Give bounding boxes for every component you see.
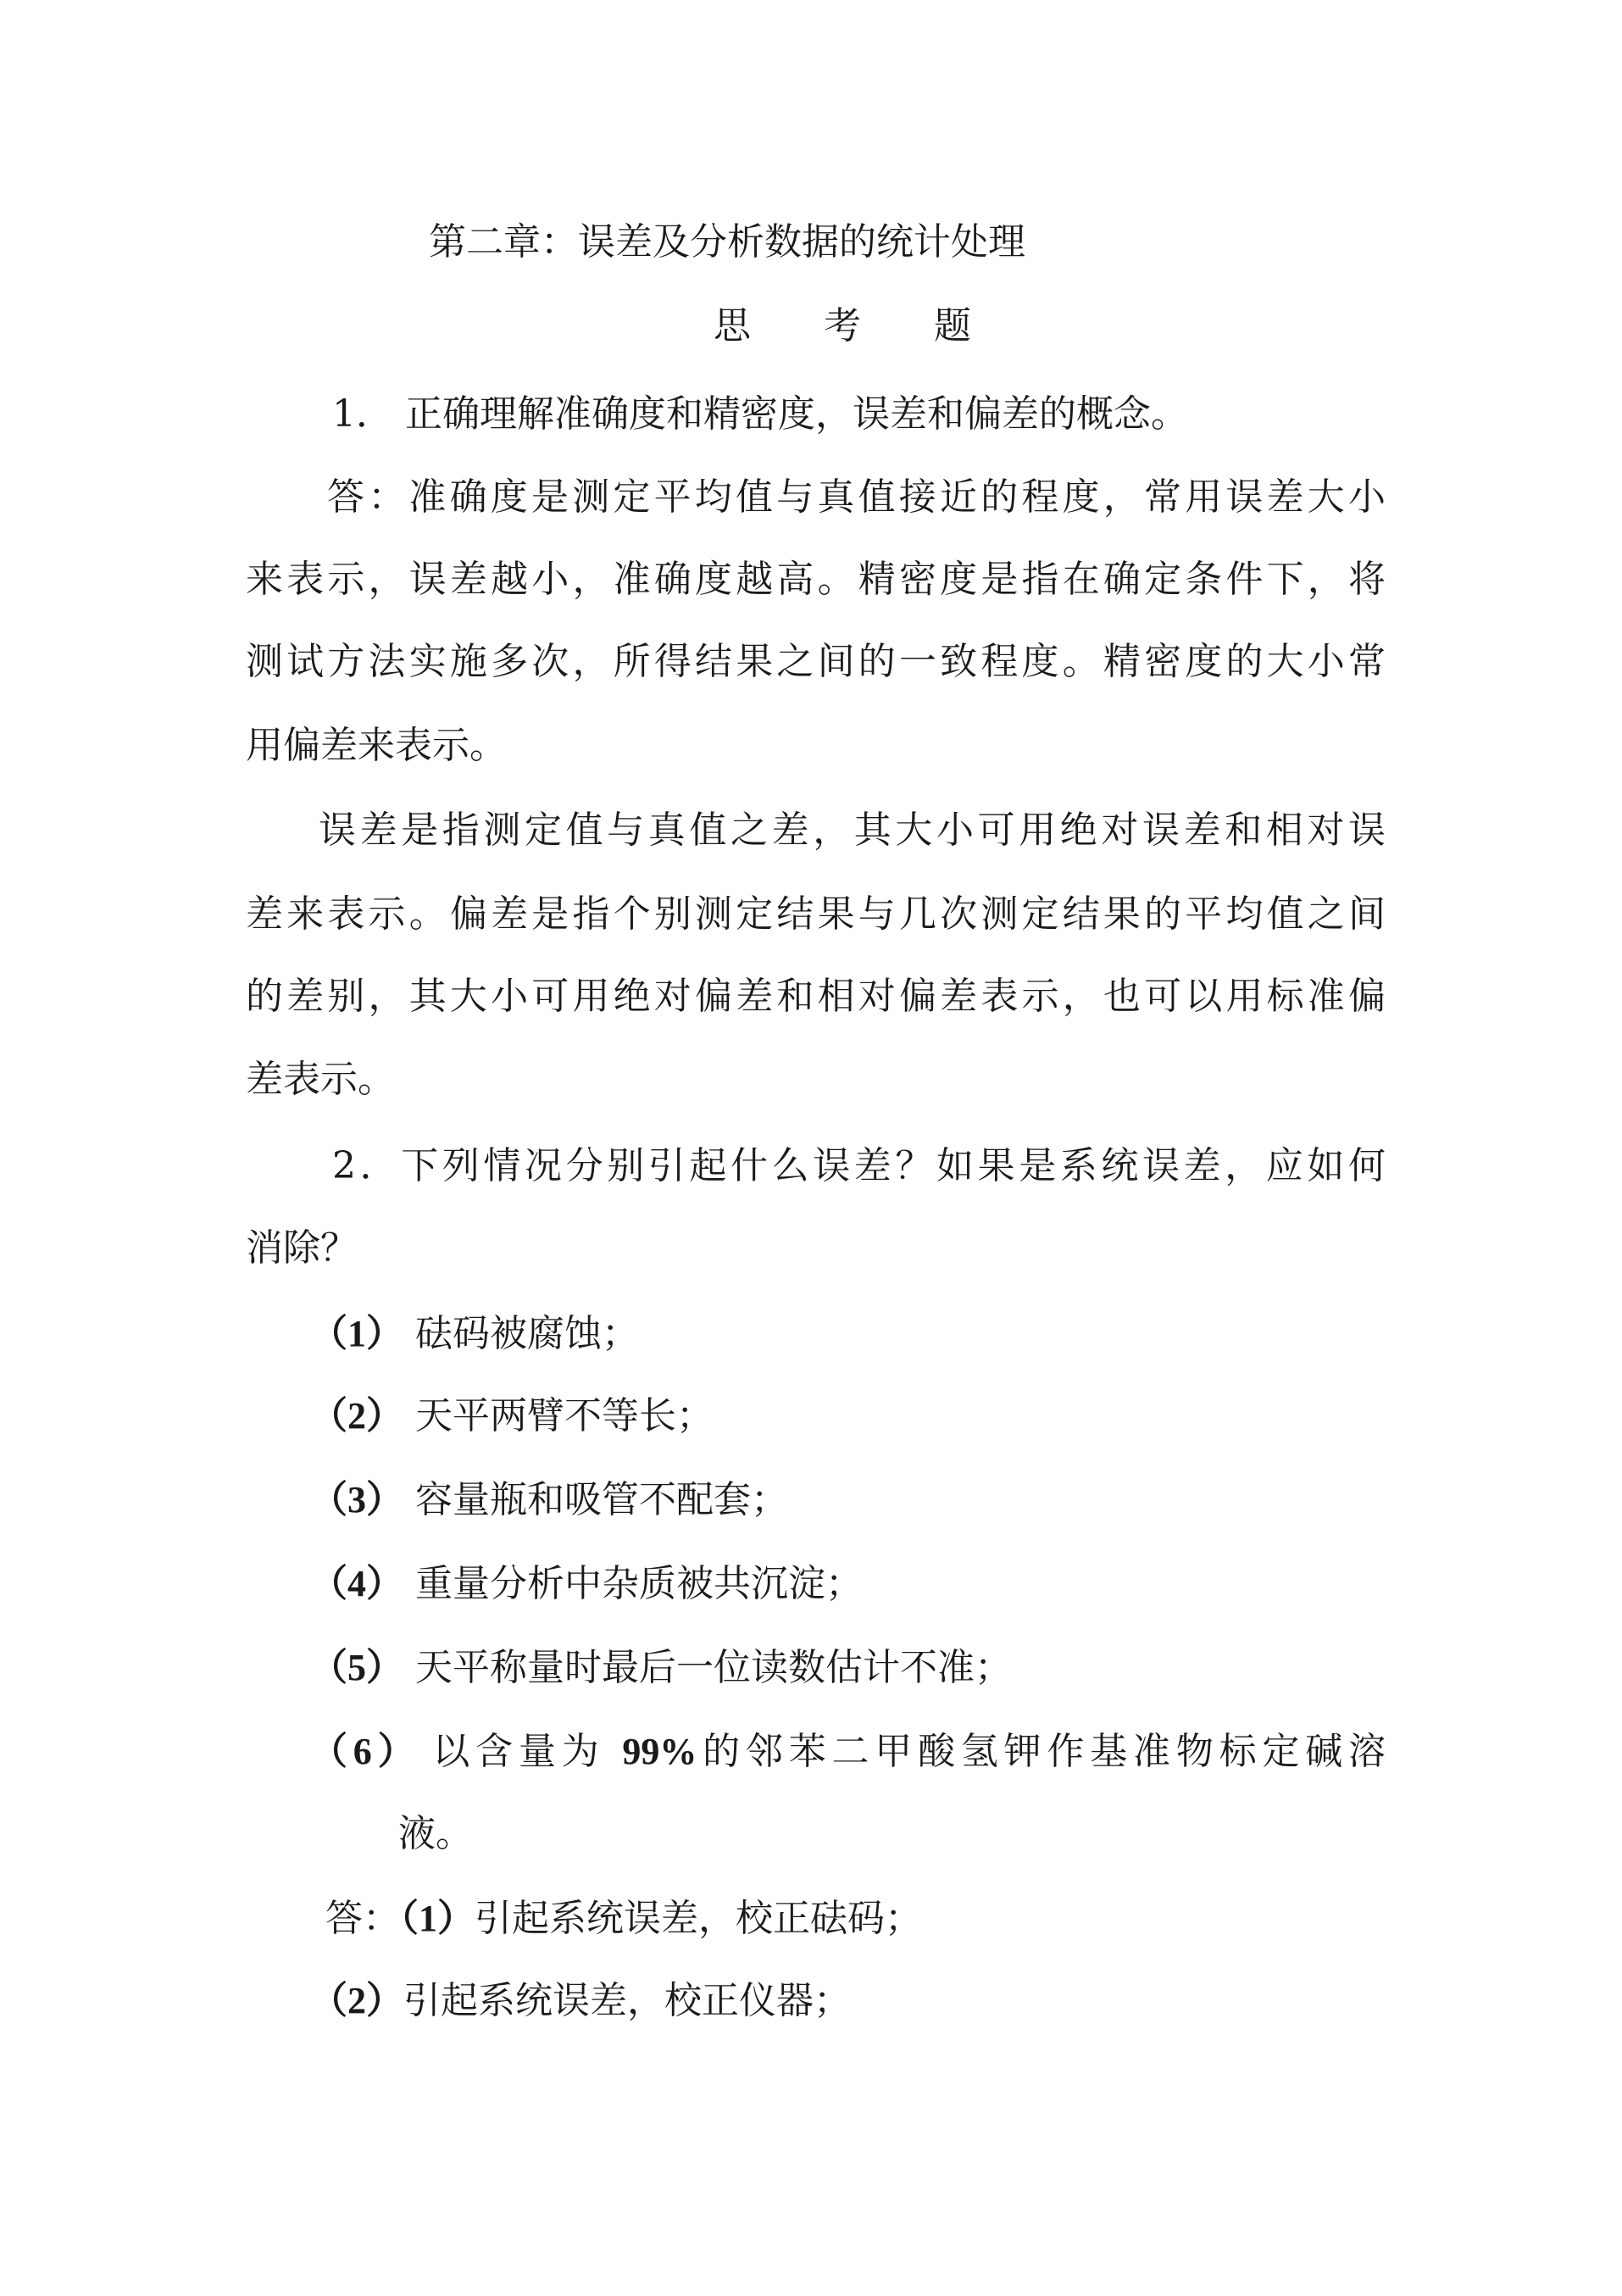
item-number: （5） bbox=[310, 1647, 403, 1688]
item-text: 容量瓶和吸管不配套； bbox=[415, 1478, 788, 1521]
q2-item-4 bbox=[310, 1564, 863, 1604]
item-number: （3） bbox=[310, 1479, 403, 1520]
q2-item-2 bbox=[310, 1396, 714, 1437]
q2-item-6 bbox=[310, 1732, 1386, 1772]
q2-answer-line-1 bbox=[325, 1899, 922, 1939]
answer-prefix: 答： bbox=[325, 1897, 400, 1940]
q2-answer-line-2 bbox=[310, 1981, 851, 2021]
q1-answer-line-1: 答：准确度是测定平均值与真值接近的程度，常用误差大小 bbox=[327, 475, 1386, 519]
question-2-line-2: 消除？ bbox=[246, 1226, 358, 1270]
answer-number: （1） bbox=[400, 1898, 475, 1939]
q1-answer2-line-2: 差来表示。偏差是指个别测定结果与几次测定结果的平均值之间 bbox=[246, 892, 1386, 936]
item-text: 天平称量时最后一位读数估计不准； bbox=[415, 1646, 1012, 1689]
chapter-title: 第二章：误差及分析数据的统计处理 bbox=[429, 220, 1025, 264]
item-text: 重量分析中杂质被共沉淀； bbox=[415, 1562, 863, 1605]
q2-item-6-continuation: 液。 bbox=[398, 1812, 473, 1855]
q2-item-1 bbox=[310, 1314, 639, 1354]
q1-answer2-line-1: 误差是指测定值与真值之差，其大小可用绝对误差和相对误 bbox=[319, 809, 1386, 852]
section-subtitle: 思 考 题 bbox=[714, 304, 1002, 347]
item-number: （2） bbox=[310, 1395, 403, 1437]
q1-answer-line-3: 测试方法实施多次，所得结果之间的一致程度。精密度的大小常 bbox=[246, 640, 1386, 683]
item-text: 砝码被腐蚀； bbox=[415, 1312, 639, 1355]
item-number: （1） bbox=[310, 1313, 403, 1354]
q1-answer2-line-3: 的差别，其大小可用绝对偏差和相对偏差表示，也可以用标准偏 bbox=[246, 975, 1386, 1018]
item-text-pre: 以含量为 bbox=[432, 1730, 623, 1773]
q1-answer2-line-4: 差表示。 bbox=[246, 1058, 395, 1101]
answer-text: 引起系统误差，校正砝码； bbox=[475, 1897, 922, 1940]
q2-item-3 bbox=[310, 1480, 788, 1520]
question-2-line-1: 2．下列情况分别引起什么误差？如果是系统误差，应如何 bbox=[332, 1144, 1386, 1187]
item-text: 天平两臂不等长； bbox=[415, 1394, 714, 1437]
q2-item-5 bbox=[310, 1648, 1012, 1688]
item-text-post: 的邻苯二甲酸氢钾作基准物标定碱溶 bbox=[697, 1730, 1386, 1773]
question-1: 1． 正确理解准确度和精密度，误差和偏差的概念。 bbox=[332, 392, 1188, 436]
q1-answer-line-4: 用偏差来表示。 bbox=[246, 724, 507, 767]
item-number: （4） bbox=[310, 1563, 403, 1604]
answer-number: （2） bbox=[310, 1980, 403, 2021]
item-number: （6） bbox=[310, 1731, 421, 1772]
item-value: 99% bbox=[622, 1731, 697, 1772]
q1-answer-line-2: 来表示，误差越小，准确度越高。精密度是指在确定条件下，将 bbox=[246, 558, 1386, 601]
answer-text: 引起系统误差，校正仪器； bbox=[403, 1979, 851, 2022]
